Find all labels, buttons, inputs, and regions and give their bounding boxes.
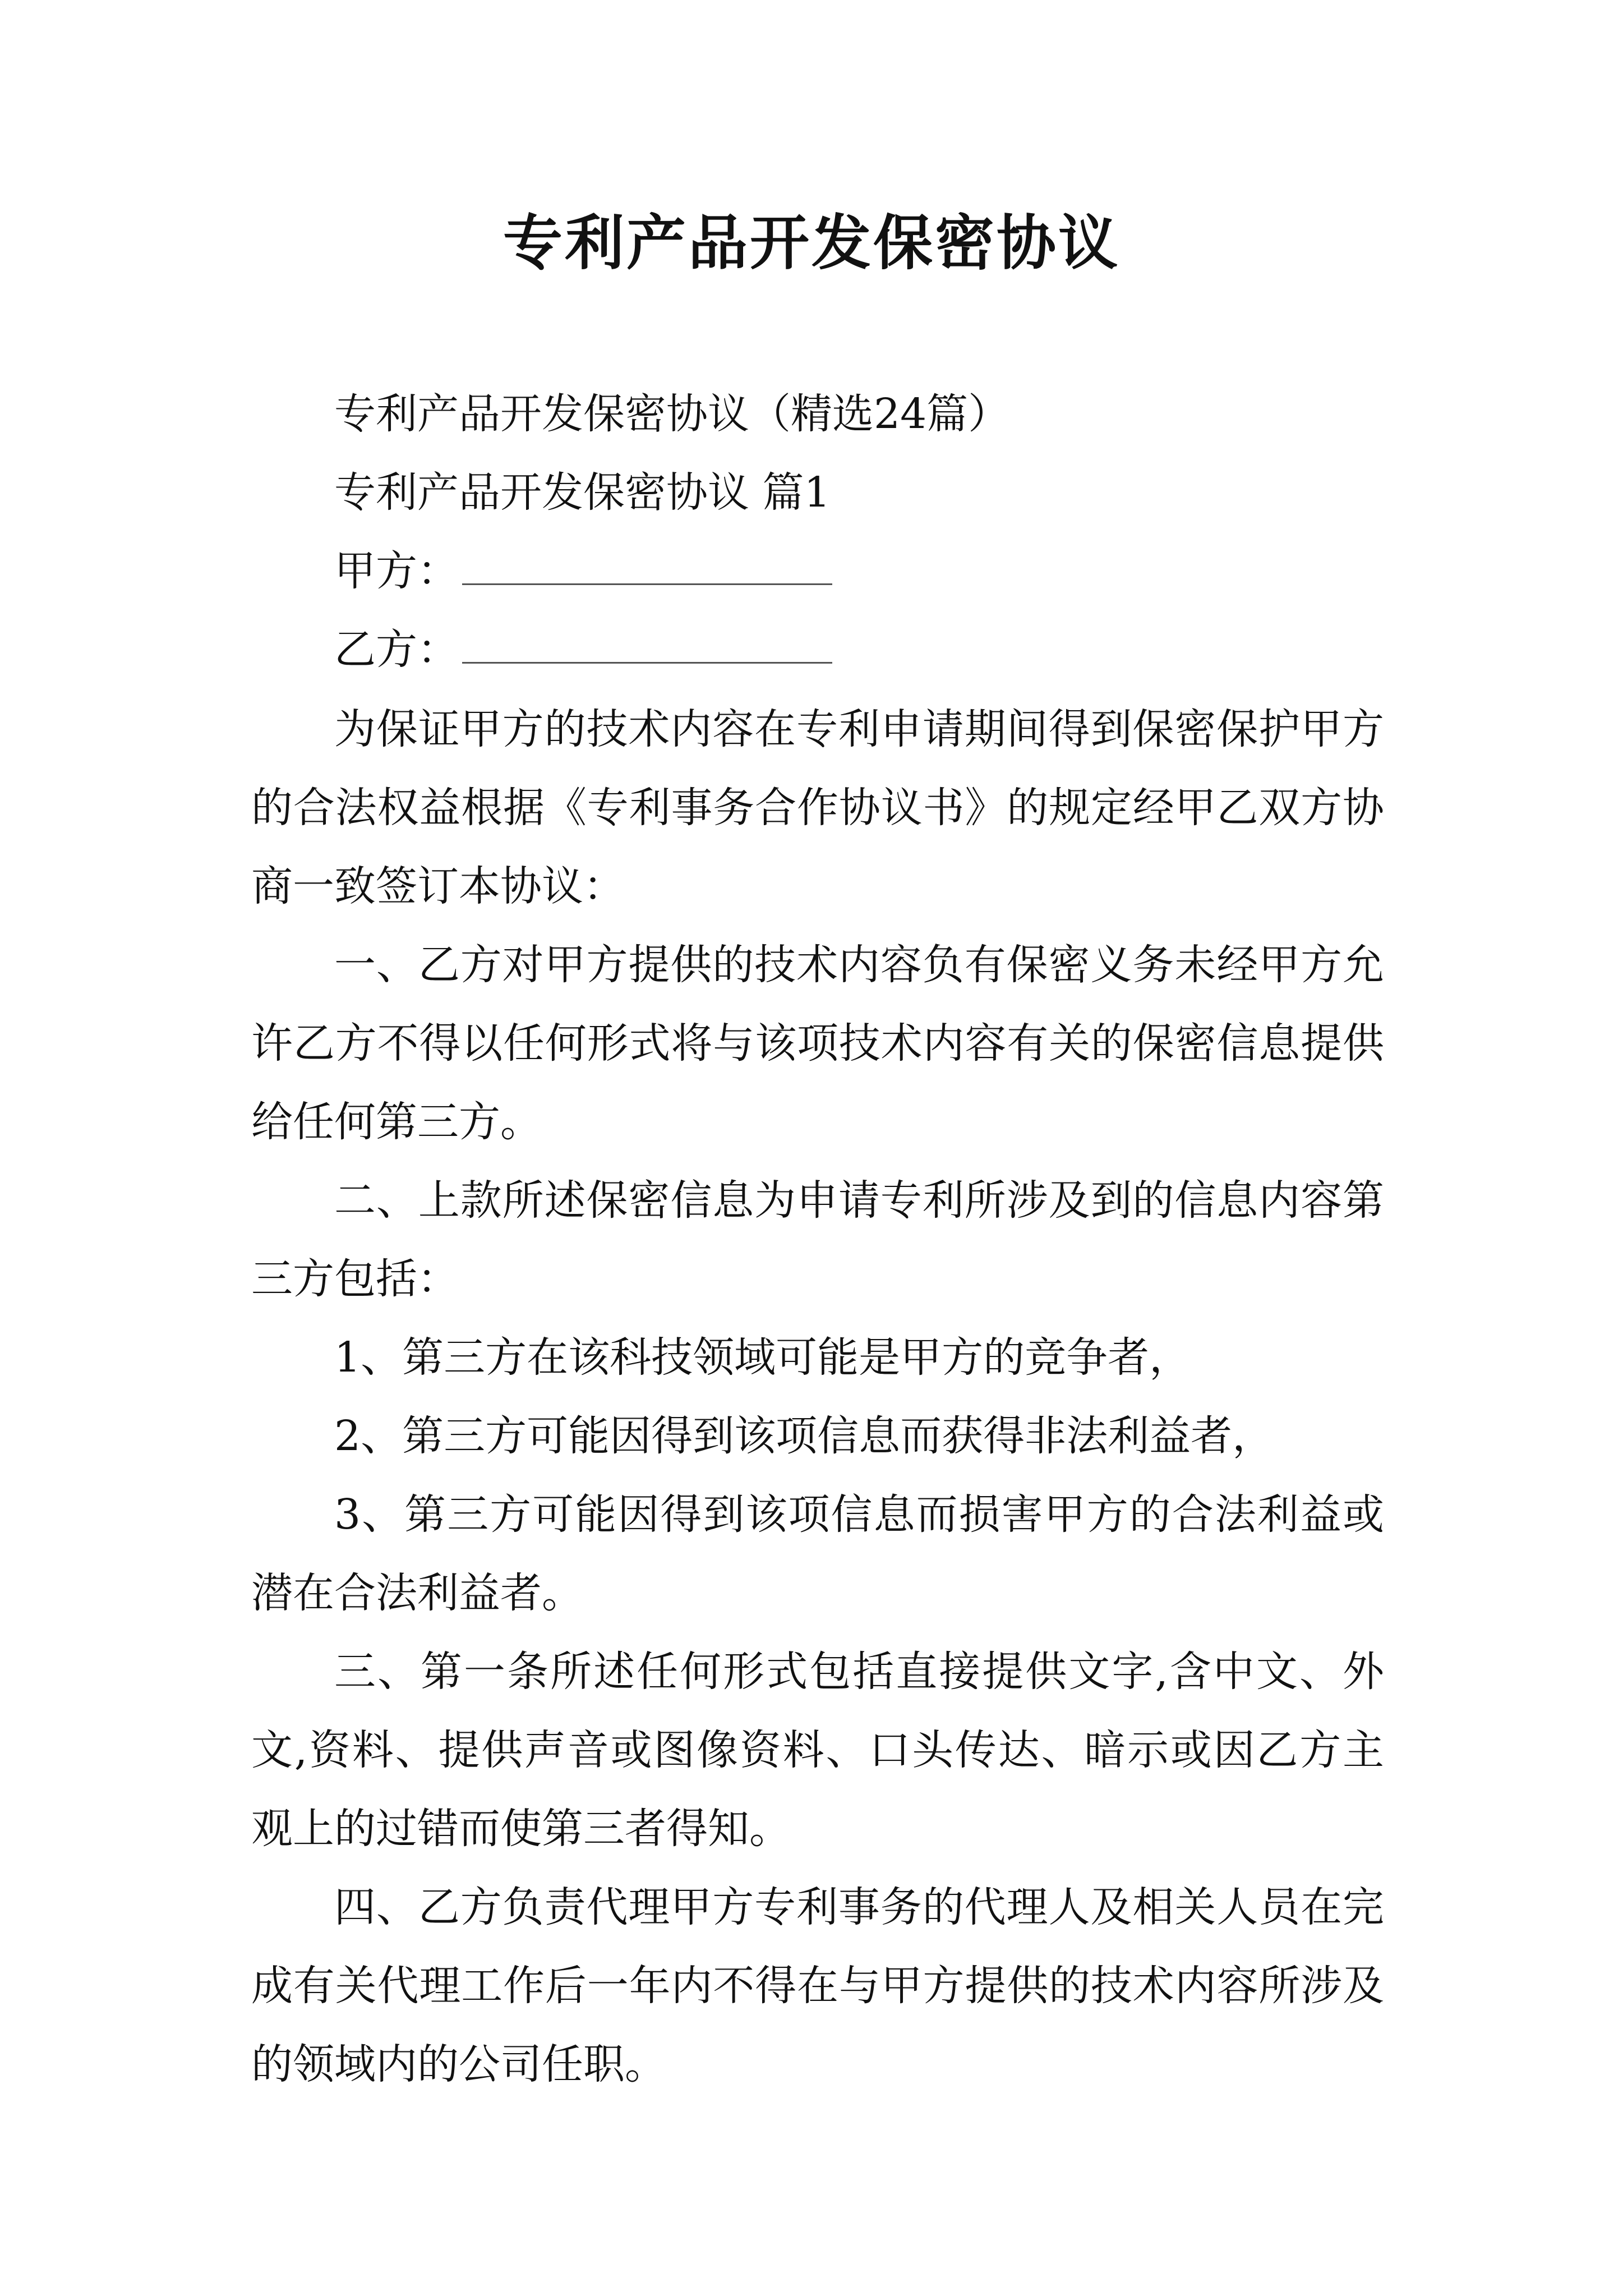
party-a-line — [334, 543, 1467, 599]
paragraph-clause-2: 二、上款所述保密信息为申请专利所涉及到的信息内容第三方包括： — [251, 1176, 1384, 1303]
party-b-line — [334, 622, 1467, 678]
document-subtitle: 专利产品开发保密协议（精选24篇） — [334, 390, 1010, 438]
party-b-blank — [462, 627, 832, 664]
paragraph-clause-1: 一、乙方对甲方提供的技术内容负有保密义务未经甲方允许乙方不得以任何形式将与该项技术内容有关的保密信息提供给任何第三方。 — [251, 941, 1384, 1146]
document-title: 专利产品开发保密协议 — [503, 208, 1120, 278]
paragraph-intro: 为保证甲方的技术内容在专利申请期间得到保密保护甲方的合法权益根据《专利事务合作协议书》的规定经甲乙双方协商一致签订本协议： — [251, 705, 1384, 910]
paragraph-clause-4: 四、乙方负责代理甲方专利事务的代理人及相关人员在完成有关代理工作后一年内不得在与甲方提供的技术内容所涉及的领域内的公司任职。 — [251, 1883, 1384, 2088]
section-heading: 专利产品开发保密协议 篇1 — [334, 468, 831, 517]
list-item-2: 2、第三方可能因得到该项信息而获得非法利益者， — [334, 1412, 1274, 1460]
list-item-1: 1、第三方在该科技领域可能是甲方的竞争者， — [334, 1333, 1191, 1382]
party-a-blank — [462, 549, 832, 585]
party-a-label: 甲方： — [334, 547, 459, 595]
list-item-3: 3、第三方可能因得到该项信息而损害甲方的合法利益或潜在合法利益者。 — [251, 1490, 1384, 1617]
paragraph-clause-3: 三、第一条所述任何形式包括直接提供文字,含中文、外文,资料、提供声音或图像资料、口头传达、暗示或因乙方主观上的过错而使第三者得知。 — [251, 1648, 1384, 1853]
party-b-label: 乙方： — [334, 625, 459, 674]
